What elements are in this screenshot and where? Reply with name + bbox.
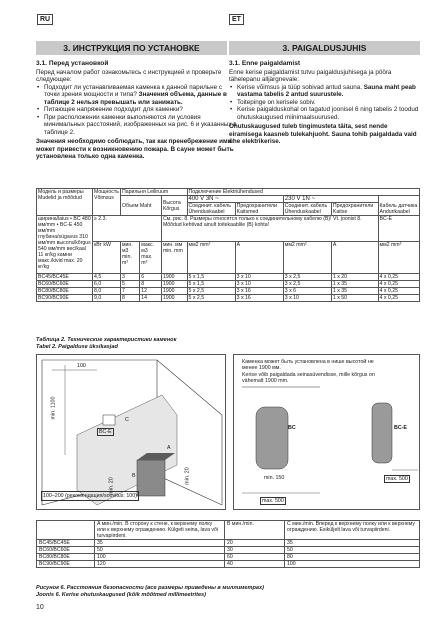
cable-note: См. рис. 8. Размеры относятся только к соединительному кабелю (B)! Vt. joonist 8. Mõõdud kehtivad ainult toitekaablile (B) kohta!: [161, 216, 378, 242]
diagram-niche: [233, 354, 420, 510]
figure-caption: Рисунок 6. Расстояния безопасности (все размеры приведены в миллиметрах) Joonis 6. Kerise ohutuskaugused (kõik mõõtmed millimeetrites): [36, 585, 264, 598]
table-cell: 35: [95, 540, 225, 547]
table-cell: 6,0: [93, 281, 121, 288]
table-cell: 20: [225, 540, 285, 547]
th-fuse2: Предохранители Kaitse: [331, 203, 378, 216]
ref-cell: ≥ 2.3.: [93, 216, 162, 242]
unit-cell: мин. мм min. mm: [161, 242, 187, 274]
warning-et: Ohutuskaugused tuleb tingimusteta täita, sest nende eiramisega kaasneb tulekahjuoht. Sauna tohib paigaldada vaid ühe elektrikerise.: [229, 123, 417, 145]
column-ru: [36, 60, 238, 161]
units-row: [37, 242, 420, 274]
dim-max-500: max. 500: [262, 498, 284, 504]
table-row: [37, 547, 420, 554]
table-cell: 3 x 2,5: [283, 281, 331, 288]
table-cell: 5 x 2,5: [187, 288, 235, 295]
list-item: • Toitepinge on kerisele sobiv.: [229, 99, 419, 107]
table-cell: 1 x 50: [331, 295, 378, 302]
list-item: • Kerise võimsus ja tüüp sobivad antud sauna. Sauna maht peab vastama tabelis 2 antud suurustele.: [229, 84, 419, 99]
subheading-et: 3.1. Enne paigaldamist: [229, 60, 301, 67]
dim-min-150: min. 150: [264, 475, 285, 481]
table-cell: 1 x 35: [331, 281, 378, 288]
dim-max-500b: max. 500: [386, 476, 408, 482]
heater-shape: [137, 460, 165, 496]
list-item: • Питающее напряжение подходит для каменки?: [36, 106, 238, 114]
table-cell: 8: [120, 295, 139, 302]
table-cell: 100: [285, 561, 420, 568]
niche-note-et: Kerise võib paigaldada seinasüvendisse, mille kõrgus on vähemalt 1900 mm.: [242, 372, 375, 384]
table-row: [37, 274, 420, 281]
heater-bce-shape: [372, 403, 392, 463]
label-b: B: [132, 473, 136, 479]
subheading-ru: 3.1. Перед установкой: [36, 60, 109, 67]
unit-cell: кВт kW: [93, 242, 121, 274]
table-cell: 9,0: [93, 295, 121, 302]
checklist-ru: [36, 84, 238, 137]
model-desc: ширина/laius • BC 480 мм/mm • BC-E 450 мм/mm глубина/sügavus 310 мм/mm высота/kõrgus 540 мм/mm вес/kaal 11 кг/kg камни макс./kivid max. 20 кг/kg: [37, 216, 93, 274]
unit-cell: A: [235, 242, 283, 274]
table-cell: 3 x 16: [235, 288, 283, 295]
unit-cell: мин. м3 min. m³: [120, 242, 139, 274]
list-item: • При расположении каменки выполняются ли условия минимальных расстояний, изображенных на рис. 6 и указанных в таблице 2.: [36, 114, 238, 137]
table-row: [37, 288, 420, 295]
unit-cell: мм2 mm²: [187, 242, 235, 274]
diagram-room: [36, 354, 226, 510]
th-cable1: Соединит. кабель Ühenduskaabel: [187, 203, 235, 216]
table-cell: 80: [285, 554, 420, 561]
table-cell: 1 x 20: [331, 274, 378, 281]
th-230v: 230 V 1N ~: [283, 196, 378, 203]
list-item: • Подходит ли устанавливаемая каменка к данной парильне с точки зрения мощности и типа? Значения объема, данные в таблице 2 нельзя превышать или занижать.: [36, 84, 238, 107]
dim-100: 100: [77, 363, 86, 369]
table-cell: 12: [140, 288, 162, 295]
table-cell: 1900: [161, 288, 187, 295]
distance-table: [36, 520, 420, 568]
table-cell: 1900: [161, 281, 187, 288]
unit-cell: A: [331, 242, 378, 274]
dim-min-20b: min. 20: [108, 477, 115, 495]
label-c: C: [125, 417, 129, 423]
table-cell: 60: [225, 554, 285, 561]
table-cell: 1900: [161, 295, 187, 302]
label-bce2: BC-E: [394, 425, 407, 431]
niche-drawing: [234, 355, 421, 511]
spec-table: [36, 188, 420, 302]
table-cell: 3 x 10: [235, 274, 283, 281]
unit-cell: мм2 mm²: [378, 242, 419, 274]
list-item: • Kerise paigalduskohal on tagatud joonisel 6 ning tabelis 2 toodud ohutuskaugused miinimaalsuurused.: [229, 106, 419, 121]
page-number: 10: [36, 604, 44, 611]
dim-recommendation: 100–200 (рекомендация/soovitus: 100): [43, 493, 137, 499]
unit-cell: макс. м3 max. m³: [140, 242, 162, 274]
table-cell: 1 x 35: [331, 288, 378, 295]
control-unit-shape: [103, 415, 115, 425]
checklist-et: [229, 84, 419, 122]
table-cell: 3: [120, 274, 139, 281]
lang-ru: RU: [37, 14, 53, 25]
table-cell: 4 x 0,25: [378, 274, 419, 281]
label-bc: BC: [288, 425, 296, 431]
table-cell: BC60/BC60E: [37, 281, 93, 288]
th-400v: 400 V 3N ~: [187, 196, 283, 203]
table-cell: 120: [95, 561, 225, 568]
spec-body: [37, 274, 420, 302]
table-cell: 50: [95, 547, 225, 554]
table-cell: BC45/BC45E: [37, 540, 95, 547]
label-bce: BC-E: [99, 429, 112, 435]
sensor-cell: BC-E: [378, 216, 419, 242]
th-room: Парильня Leiliruum: [120, 189, 187, 196]
heater-bc-shape: [256, 407, 288, 469]
th-dist-c: C мин./min. Вперед к верхнему полку или к верхнему ограждению. Esiküljelt lava või turvapiirdeni.: [285, 521, 420, 540]
th-dist-b: B мин./min.: [225, 521, 285, 540]
distance-body: [37, 540, 420, 568]
table-cell: 4,5: [93, 274, 121, 281]
table-caption: Таблица 2. Технические характеристики каменок Tabel 2. Paigalduse üksikasjad: [36, 337, 177, 350]
room-drawing: [37, 355, 227, 511]
th-height: Высота Kõrgus: [161, 196, 187, 216]
table-cell: 6: [140, 274, 162, 281]
table-cell: 100: [95, 554, 225, 561]
dim-min-1100: min. 1100: [50, 396, 57, 420]
table-cell: 5 x 1,5: [187, 274, 235, 281]
table-cell: BC90/BC90E: [37, 561, 95, 568]
table-row: [37, 554, 420, 561]
table-cell: 8: [140, 281, 162, 288]
table-cell: 8,0: [93, 288, 121, 295]
table-cell: 5: [120, 281, 139, 288]
th-power: Мощность Võimsus: [93, 189, 121, 216]
th-sensor: Кабель датчика Andurikaabel: [378, 196, 419, 216]
niche-note-ru: Каменка может быть установлена в нише высотой не менее 1900 мм.: [242, 359, 374, 371]
lang-et: ET: [229, 14, 244, 25]
table-cell: 5 x 2,5: [187, 295, 235, 302]
table-row: [37, 540, 420, 547]
table-cell: BC80/BC80E: [37, 288, 93, 295]
label-a: A: [167, 445, 171, 451]
table-cell: 4 x 0,25: [378, 281, 419, 288]
table-cell: 40: [225, 561, 285, 568]
table-cell: 30: [225, 547, 285, 554]
table-cell: BC45/BC45E: [37, 274, 93, 281]
th-cable2: Соединит. кабель Ühenduskaabel: [283, 203, 331, 216]
column-et: [229, 60, 419, 146]
dist-corner: [37, 521, 95, 540]
heading-et: 3. PAIGALDUSJUHIS: [229, 41, 420, 55]
heading-ru: 3. ИНСТРУКЦИЯ ПО УСТАНОВКЕ: [36, 41, 227, 55]
intro-ru: Перед началом работ ознакомьтесь с инструкцией и проверьте следующее:: [36, 68, 222, 83]
table-cell: 35: [285, 540, 420, 547]
table-cell: 3 x 16: [235, 295, 283, 302]
table-row: [37, 281, 420, 288]
dim-min-20: min. 20: [184, 467, 191, 485]
unit-cell: мм2 mm²: [283, 242, 331, 274]
table-cell: 50: [285, 547, 420, 554]
table-cell: 7: [120, 288, 139, 295]
table-cell: BC90/BC90E: [37, 295, 93, 302]
table-cell: 4 x 0,25: [378, 288, 419, 295]
table-cell: 3 x 10: [235, 281, 283, 288]
table-cell: 14: [140, 295, 162, 302]
table-cell: BC60/BC60E: [37, 547, 95, 554]
table-cell: BC80/BC80E: [37, 554, 95, 561]
table-cell: 5 x 1,5: [187, 281, 235, 288]
warning-ru: Значения необходимо соблюдать, так как пренебрежение ими может привести к возникновению пожара. В сауне может быть установлена только одна каменка.: [36, 138, 234, 160]
th-dist-a: A мин./min. В сторону к стене, к верхнему полку или к верхнему ограждению. Külgeti seina, lava või turvapiirdeni.: [95, 521, 225, 540]
table-cell: 4 x 0,25: [378, 295, 419, 302]
table-cell: 3 x 10: [283, 295, 331, 302]
th-vol: Объем Maht: [120, 196, 161, 216]
table-cell: 3 x 2,5: [283, 274, 331, 281]
table-cell: 1900: [161, 274, 187, 281]
th-model: Модель и размеры Mudelid ja mõõdud: [37, 189, 93, 216]
table-cell: 3 x 6: [283, 288, 331, 295]
th-conn: Подключение Elektriühendused: [187, 189, 420, 196]
table-row: [37, 295, 420, 302]
intro-et: Enne kerise paigaldamist tutvu paigaldusjuhisega ja pööra tähelepanu alljärgnevale:: [229, 68, 392, 83]
table-row: [37, 561, 420, 568]
th-fuse1: Предохранители Kaitsmed: [235, 203, 283, 216]
